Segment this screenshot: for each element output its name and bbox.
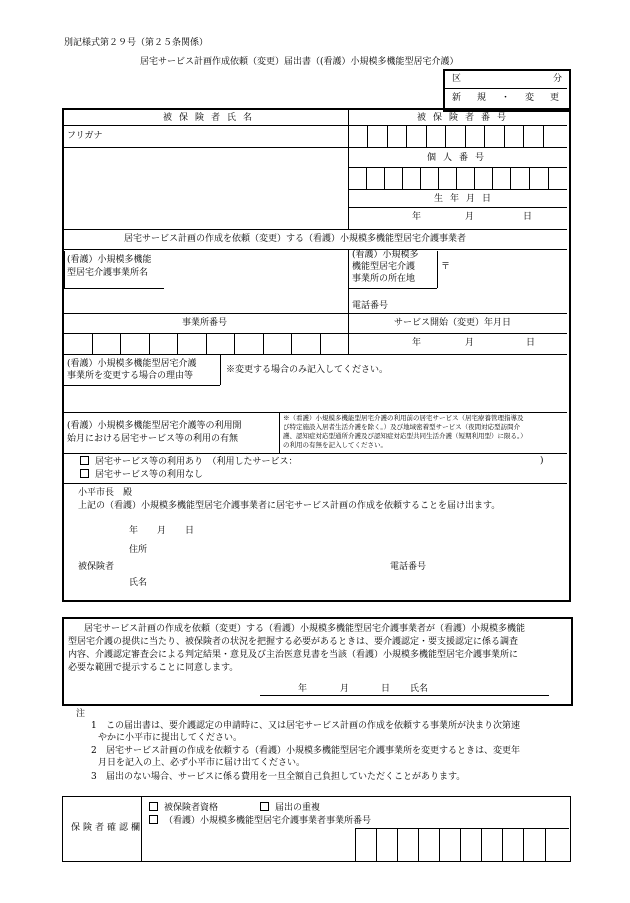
office-address-label-2: 機能型居宅介護 bbox=[352, 262, 416, 272]
consent-year: 年 bbox=[298, 684, 308, 694]
service-start-day: 日 bbox=[526, 338, 536, 348]
new-label-2: 規 bbox=[477, 93, 487, 103]
declaration-phone-label: 電話番号 bbox=[390, 562, 427, 572]
service-usage-note-3: 護、認知症対応型通所介護及び認知症対応型共同生活介護（短期利用型）に限る。） bbox=[283, 432, 527, 440]
note-1-line-2: やかに小平市に提出してください。 bbox=[98, 733, 243, 743]
birth-day: 日 bbox=[523, 212, 533, 222]
birth-date-label: 生年月日 bbox=[434, 194, 499, 204]
service-usage-yes-close: ) bbox=[540, 456, 544, 466]
change-label: 変 bbox=[525, 93, 535, 103]
main-form-box bbox=[62, 108, 571, 602]
personal-number-label: 個人番号 bbox=[427, 153, 492, 163]
birth-month: 月 bbox=[465, 212, 475, 222]
change-reason-label-1: (看護）小規模多機能型居宅介護 bbox=[67, 359, 197, 369]
new-label: 新 bbox=[452, 93, 462, 103]
declaration-name-label: 氏名 bbox=[129, 578, 148, 588]
note-2-number: 2 bbox=[91, 746, 97, 756]
change-label-2: 更 bbox=[550, 93, 560, 103]
checkbox-icon[interactable] bbox=[80, 469, 89, 478]
service-usage-note-4: の利用の有無を記入してください。 bbox=[283, 441, 387, 449]
dot-label: ・ bbox=[501, 93, 511, 103]
postal-mark: 〒 bbox=[441, 262, 451, 272]
consent-day: 日 bbox=[381, 684, 391, 694]
service-usage-label-1: (看護）小規模多機能型居宅介護等の利用開 bbox=[67, 421, 242, 431]
declaration-address-label: 住所 bbox=[129, 545, 148, 555]
declaration-text: 上記の（看護）小規模多機能型居宅介護事業者に居宅サービス計画の作成を依頼することを届け出ます。 bbox=[78, 501, 501, 511]
service-usage-label-2: 始月における居宅サービス等の利用の有無 bbox=[67, 434, 239, 444]
note-3-line-1: 届出のない場合、サービスに係る費用を一旦全額自己負担していただくことがあります。 bbox=[106, 772, 466, 782]
checkbox-icon[interactable] bbox=[149, 802, 158, 811]
check-office-number[interactable]: （看護）小規模多機能型居宅介護事業者事業所番号 bbox=[149, 815, 371, 827]
consent-name-label: 氏名 bbox=[410, 684, 429, 694]
service-usage-note-2: び特定施設入居者生活介護を除く。）及び地域密着型サービス（夜間対応型訪問介 bbox=[283, 423, 521, 431]
confirmation-label: 保険者確認欄 bbox=[71, 823, 144, 833]
office-number-label: 事業所番号 bbox=[182, 318, 228, 328]
consent-line-1: 居宅サービス計画の作成を依頼（変更）する（看護）小規模多機能型居宅介護事業者が（看護）小規模多機能 bbox=[84, 624, 526, 634]
check-duplicate[interactable]: 届出の重複 bbox=[260, 802, 320, 814]
consent-line-2: 型居宅介護の提供に当たり、被保険者の状況を把握する必要があるときは、要介護認定・要支援認定に係る調査 bbox=[68, 637, 519, 647]
addressee: 小平市長 殿 bbox=[78, 488, 133, 498]
declaration-insured-label: 被保険者 bbox=[78, 562, 115, 572]
office-address-label-1: (看護）小規模多 bbox=[352, 250, 419, 260]
insured-number-label: 被保険者番号 bbox=[417, 113, 514, 123]
change-reason-label-2: 事業所を変更する場合の理由等 bbox=[67, 371, 194, 381]
service-start-month: 月 bbox=[465, 338, 475, 348]
provider-heading: 居宅サービス計画の作成を依頼（変更）する（看護）小規模多機能型居宅介護事業者 bbox=[124, 234, 467, 244]
kubun-end-label: 分 bbox=[553, 74, 563, 84]
checkbox-icon[interactable] bbox=[80, 456, 89, 465]
office-name-label-1: (看護）小規模多機能 bbox=[67, 255, 152, 265]
consent-line-3: 内容、介護認定審査会による判定結果・意見及び主治医意見書を当該（看護）小規模多機能型居宅介護事業所に bbox=[68, 650, 519, 660]
birth-year: 年 bbox=[412, 212, 422, 222]
service-usage-yes-option[interactable]: 居宅サービス等の利用あり （利用したサービス： bbox=[80, 456, 298, 468]
checkbox-icon[interactable] bbox=[149, 815, 158, 824]
kubun-label: 区 bbox=[452, 74, 462, 84]
declaration-day: 日 bbox=[185, 526, 195, 536]
service-start-year: 年 bbox=[412, 338, 422, 348]
declaration-month: 月 bbox=[157, 526, 167, 536]
office-address-label-3: 事業所の所在地 bbox=[352, 274, 416, 284]
office-name-label-2: 型居宅介護事業所名 bbox=[67, 268, 149, 278]
insured-name-label: 被保険者氏名 bbox=[163, 113, 260, 123]
furigana-label: フリガナ bbox=[67, 131, 103, 141]
change-reason-note: ※変更する場合のみ記入してください。 bbox=[226, 365, 389, 375]
service-usage-note-1: ※（看護）小規模多機能型居宅介護の利用前の居宅サービス（居宅療養管理指導及 bbox=[283, 414, 524, 422]
form-number: 別記様式第２９号（第２５条関係） bbox=[64, 38, 209, 48]
checkbox-icon[interactable] bbox=[260, 802, 269, 811]
note-2-line-1: 居宅サービス計画の作成を依頼する（看護）小規模多機能型居宅介護事業所を変更するときは、変更年 bbox=[106, 746, 521, 756]
note-1-line-1: この届出書は、要介護認定の申請時に、又は居宅サービス計画の作成を依頼する事業所が決まり次第速 bbox=[106, 721, 521, 731]
consent-month: 月 bbox=[340, 684, 350, 694]
form-title: 居宅サービス計画作成依頼（変更）届出書（(看護）小規模多機能型居宅介護） bbox=[140, 57, 459, 67]
service-start-label: サービス開始（変更）年月日 bbox=[394, 318, 512, 328]
check-qualification[interactable]: 被保険者資格 bbox=[149, 802, 218, 814]
note-1-number: 1 bbox=[91, 721, 97, 731]
consent-line-4: 必要な範囲で提示することに同意します。 bbox=[68, 663, 239, 673]
office-phone-label: 電話番号 bbox=[352, 301, 389, 311]
note-2-line-2: 月日を記入の上、必ず小平市に届け出てください。 bbox=[98, 758, 306, 768]
note-3-number: 3 bbox=[91, 772, 97, 782]
kubun-box bbox=[443, 69, 571, 112]
notes-heading: 注 bbox=[76, 709, 86, 719]
declaration-year: 年 bbox=[129, 526, 139, 536]
service-usage-no-option[interactable]: 居宅サービス等の利用なし bbox=[80, 469, 203, 481]
